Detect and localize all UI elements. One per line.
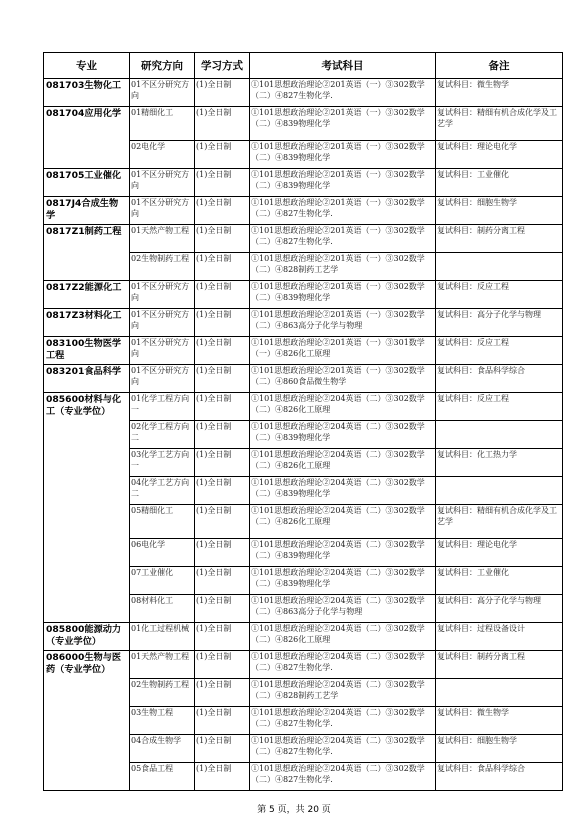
note-cell: 复试科目：精细有机合成化学及工艺学 — [436, 107, 563, 141]
page-footer: 第 5 页，共 20 页 — [257, 805, 331, 815]
direction-cell: 01天然产物工程 — [130, 225, 195, 253]
note-cell: 复试科目：微生物学 — [436, 79, 563, 107]
mode-cell: (1)全日制 — [195, 449, 250, 477]
direction-cell: 01不区分研究方向 — [130, 365, 195, 393]
mode-cell: (1)全日制 — [195, 79, 250, 107]
major-cell: 083201食品科学 — [44, 365, 130, 393]
subjects-cell: ①101思想政治理论②201英语（一）③302数学（二）④839物理化学 — [250, 141, 436, 169]
subjects-cell: ①101思想政治理论②201英语（一）③302数学（二）④828制药工艺学 — [250, 253, 436, 281]
note-cell: 复试科目：工业催化 — [436, 567, 563, 595]
mode-cell: (1)全日制 — [195, 365, 250, 393]
direction-cell: 05食品工程 — [130, 763, 195, 791]
subjects-cell: ①101思想政治理论②204英语（二）③302数学（二）④828制药工艺学 — [250, 679, 436, 707]
note-cell: 复试科目：工业催化 — [436, 169, 563, 197]
mode-cell: (1)全日制 — [195, 651, 250, 679]
note-cell: 复试科目：理论电化学 — [436, 539, 563, 567]
mode-cell: (1)全日制 — [195, 477, 250, 505]
table-body — [44, 79, 563, 791]
note-cell: 复试科目：化工热力学 — [436, 449, 563, 477]
subjects-cell: ①101思想政治理论②201英语（一）③302数学（二）④839物理化学 — [250, 169, 436, 197]
direction-cell: 01精细化工 — [130, 107, 195, 141]
direction-cell: 01不区分研究方向 — [130, 309, 195, 337]
direction-cell: 01化学工程方向一 — [130, 393, 195, 421]
subjects-cell: ①101思想政治理论②204英语（二）③302数学（二）④827生物化学. — [250, 735, 436, 763]
mode-cell: (1)全日制 — [195, 225, 250, 253]
header-direction: 研究方向 — [130, 53, 195, 79]
mode-cell: (1)全日制 — [195, 337, 250, 365]
mode-cell: (1)全日制 — [195, 679, 250, 707]
table-row — [44, 79, 563, 107]
note-cell — [436, 477, 563, 505]
note-cell: 复试科目：高分子化学与物理 — [436, 309, 563, 337]
table-row — [44, 337, 563, 365]
direction-cell: 01不区分研究方向 — [130, 79, 195, 107]
note-cell: 复试科目：微生物学 — [436, 707, 563, 735]
direction-cell: 06电化学 — [130, 539, 195, 567]
subjects-cell: ①101思想政治理论②204英语（二）③302数学（二）④839物理化学 — [250, 567, 436, 595]
note-cell: 复试科目：食品科学综合 — [436, 365, 563, 393]
mode-cell: (1)全日制 — [195, 623, 250, 651]
major-cell: 0817Z3材料化工 — [44, 309, 130, 337]
table-row — [44, 365, 563, 393]
major-cell: 085600材料与化工（专业学位） — [44, 393, 130, 623]
direction-cell: 01不区分研究方向 — [130, 169, 195, 197]
direction-cell: 01不区分研究方向 — [130, 281, 195, 309]
major-cell: 0817Z2能源化工 — [44, 281, 130, 309]
major-cell: 086000生物与医药（专业学位） — [44, 651, 130, 791]
subjects-cell: ①101思想政治理论②201英语（一）③302数学（二）④863高分子化学与物理 — [250, 309, 436, 337]
subjects-cell: ①101思想政治理论②204英语（二）③302数学（二）④826化工原理 — [250, 505, 436, 539]
subjects-cell: ①101思想政治理论②204英语（二）③302数学（二）④826化工原理 — [250, 623, 436, 651]
note-cell: 复试科目：理论电化学 — [436, 141, 563, 169]
mode-cell: (1)全日制 — [195, 505, 250, 539]
major-cell: 081703生物化工 — [44, 79, 130, 107]
table-row — [44, 623, 563, 651]
note-cell: 复试科目：制药分离工程 — [436, 225, 563, 253]
table-row — [44, 197, 563, 225]
direction-cell: 02生物制药工程 — [130, 253, 195, 281]
header-subjects: 考试科目 — [250, 53, 436, 79]
table-row — [44, 107, 563, 141]
subjects-cell: ①101思想政治理论②204英语（二）③302数学（二）④827生物化学. — [250, 707, 436, 735]
mode-cell: (1)全日制 — [195, 197, 250, 225]
subjects-cell: ①101思想政治理论②204英语（二）③302数学（二）④839物理化学 — [250, 421, 436, 449]
subjects-cell: ①101思想政治理论②201英语（一）③302数学（二）④839物理化学 — [250, 281, 436, 309]
subjects-cell: ①101思想政治理论②201英语（一）③302数学（二）④827生物化学. — [250, 225, 436, 253]
subjects-cell: ①101思想政治理论②204英语（二）③302数学（二）④826化工原理 — [250, 393, 436, 421]
header-major: 专业 — [44, 53, 130, 79]
note-cell: 复试科目：制药分离工程 — [436, 651, 563, 679]
major-cell: 0817J4合成生物学 — [44, 197, 130, 225]
mode-cell: (1)全日制 — [195, 763, 250, 791]
subjects-cell: ①101思想政治理论②204英语（二）③302数学（二）④826化工原理 — [250, 449, 436, 477]
note-cell: 复试科目：过程设备设计 — [436, 623, 563, 651]
note-cell: 复试科目：细胞生物学 — [436, 197, 563, 225]
direction-cell: 01不区分研究方向 — [130, 197, 195, 225]
mode-cell: (1)全日制 — [195, 141, 250, 169]
note-cell: 复试科目：高分子化学与物理 — [436, 595, 563, 623]
mode-cell: (1)全日制 — [195, 421, 250, 449]
mode-cell: (1)全日制 — [195, 393, 250, 421]
table-header-row — [44, 53, 563, 79]
mode-cell: (1)全日制 — [195, 169, 250, 197]
subjects-cell: ①101思想政治理论②204英语（二）③302数学（二）④839物理化学 — [250, 477, 436, 505]
direction-cell: 05精细化工 — [130, 505, 195, 539]
major-cell: 085800能源动力（专业学位） — [44, 623, 130, 651]
direction-cell: 01不区分研究方向 — [130, 337, 195, 365]
mode-cell: (1)全日制 — [195, 595, 250, 623]
mode-cell: (1)全日制 — [195, 309, 250, 337]
direction-cell: 03化学工艺方向一 — [130, 449, 195, 477]
note-cell: 复试科目：食品科学综合 — [436, 763, 563, 791]
mode-cell: (1)全日制 — [195, 253, 250, 281]
subjects-cell: ①101思想政治理论②201英语（一）③302数学（二）④839物理化学 — [250, 107, 436, 141]
subjects-cell: ①101思想政治理论②201英语（一）③302数学（二）④827生物化学. — [250, 79, 436, 107]
major-cell: 081704应用化学 — [44, 107, 130, 169]
subjects-cell: ①101思想政治理论②204英语（二）③302数学（二）④839物理化学 — [250, 539, 436, 567]
note-cell — [436, 679, 563, 707]
direction-cell: 07工业催化 — [130, 567, 195, 595]
subjects-cell: ①101思想政治理论②204英语（二）③302数学（二）④827生物化学. — [250, 763, 436, 791]
header-mode: 学习方式 — [195, 53, 250, 79]
major-cell: 083100生物医学工程 — [44, 337, 130, 365]
mode-cell: (1)全日制 — [195, 567, 250, 595]
direction-cell: 08材料化工 — [130, 595, 195, 623]
major-cell: 0817Z1制药工程 — [44, 225, 130, 281]
subjects-cell: ①101思想政治理论②201英语（一）③302数学（二）④827生物化学. — [250, 197, 436, 225]
direction-cell: 04合成生物学 — [130, 735, 195, 763]
note-cell: 复试科目：反应工程 — [436, 281, 563, 309]
direction-cell: 03生物工程 — [130, 707, 195, 735]
major-cell: 081705工业催化 — [44, 169, 130, 197]
note-cell: 复试科目：细胞生物学 — [436, 735, 563, 763]
subjects-cell: ①101思想政治理论②201英语（一）③301数学（一）④826化工原理 — [250, 337, 436, 365]
table-row — [44, 651, 563, 679]
note-cell: 复试科目：精细有机合成化学及工艺学 — [436, 505, 563, 539]
direction-cell: 02电化学 — [130, 141, 195, 169]
table-row — [44, 225, 563, 253]
direction-cell: 04化学工艺方向二 — [130, 477, 195, 505]
direction-cell: 02化学工程方向二 — [130, 421, 195, 449]
mode-cell: (1)全日制 — [195, 281, 250, 309]
program-table — [43, 52, 563, 791]
mode-cell: (1)全日制 — [195, 707, 250, 735]
table-row — [44, 393, 563, 421]
subjects-cell: ①101思想政治理论②204英语（二）③302数学（二）④827生物化学. — [250, 651, 436, 679]
table-row — [44, 309, 563, 337]
mode-cell: (1)全日制 — [195, 107, 250, 141]
note-cell — [436, 421, 563, 449]
table-row — [44, 281, 563, 309]
mode-cell: (1)全日制 — [195, 735, 250, 763]
mode-cell: (1)全日制 — [195, 539, 250, 567]
note-cell: 复试科目：反应工程 — [436, 337, 563, 365]
note-cell: 复试科目：反应工程 — [436, 393, 563, 421]
direction-cell: 01化工过程机械 — [130, 623, 195, 651]
subjects-cell: ①101思想政治理论②201英语（一）③302数学（二）④860食品微生物学 — [250, 365, 436, 393]
note-cell — [436, 253, 563, 281]
header-note: 备注 — [436, 53, 563, 79]
table-row — [44, 169, 563, 197]
subjects-cell: ①101思想政治理论②204英语（二）③302数学（二）④863高分子化学与物理 — [250, 595, 436, 623]
direction-cell: 02生物制药工程 — [130, 679, 195, 707]
direction-cell: 01天然产物工程 — [130, 651, 195, 679]
